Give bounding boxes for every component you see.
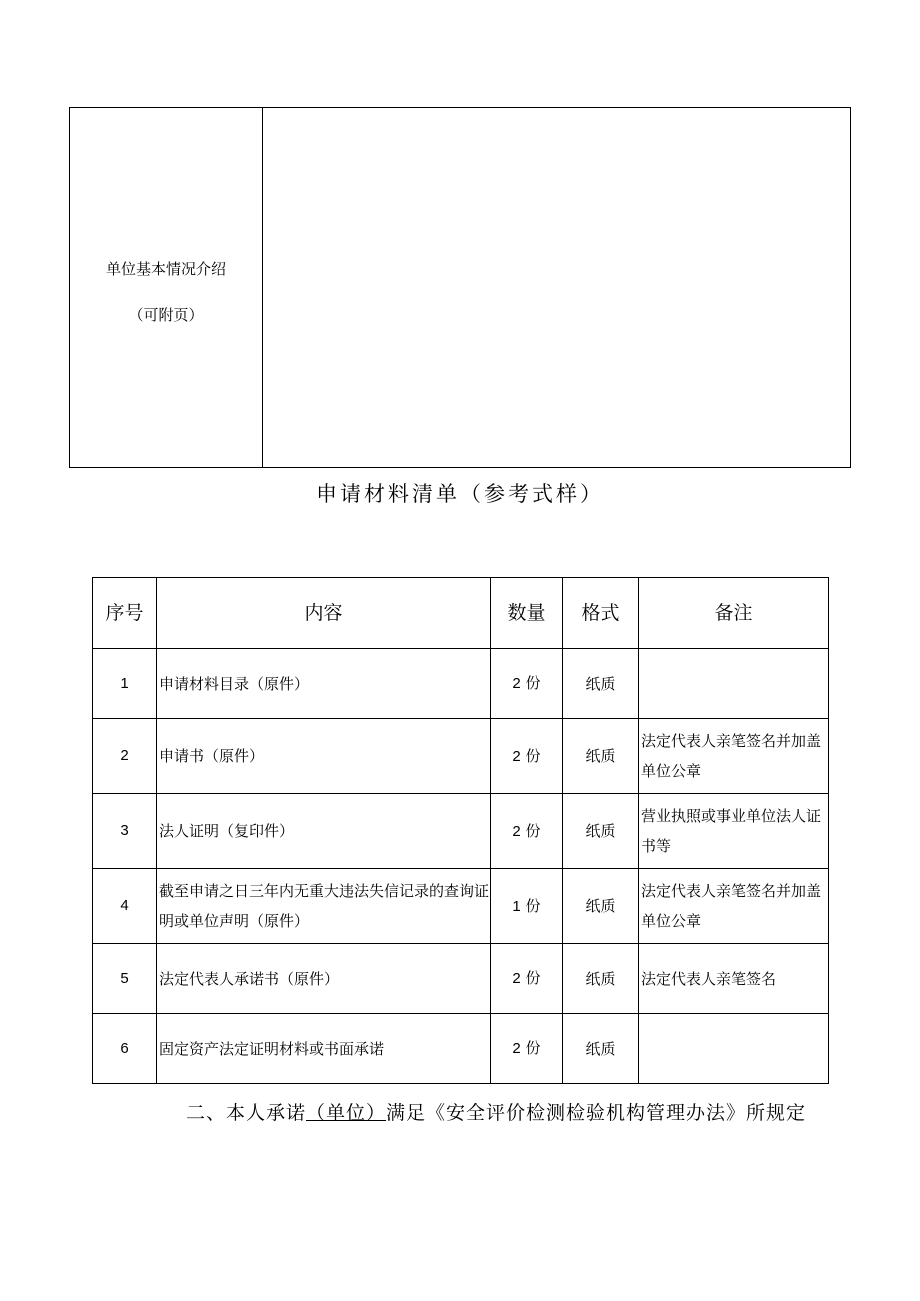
row-format: 纸质 bbox=[563, 944, 639, 1014]
row-content: 申请材料目录（原件） bbox=[157, 649, 491, 719]
qty-unit: 份 bbox=[525, 896, 541, 915]
row-note: 法定代表人亲笔签名并加盖单位公章 bbox=[639, 869, 829, 944]
row-content: 法定代表人承诺书（原件） bbox=[157, 944, 491, 1014]
row-format: 纸质 bbox=[563, 869, 639, 944]
row-no: 1 bbox=[93, 649, 157, 719]
row-note: 营业执照或事业单位法人证书等 bbox=[639, 794, 829, 869]
qty-number: 2 bbox=[512, 747, 521, 765]
table-row bbox=[93, 719, 829, 794]
row-no: 5 bbox=[93, 944, 157, 1014]
intro-label: 单位基本情况介绍 bbox=[105, 260, 226, 278]
row-no: 4 bbox=[93, 869, 157, 944]
row-no: 3 bbox=[93, 794, 157, 869]
qty-unit: 份 bbox=[525, 1039, 541, 1057]
row-format: 纸质 bbox=[563, 794, 639, 869]
row-no: 2 bbox=[93, 719, 157, 794]
header-qty: 数量 bbox=[491, 578, 563, 649]
intro-table bbox=[69, 107, 851, 468]
row-content: 法人证明（复印件） bbox=[157, 794, 491, 869]
table-header-row bbox=[93, 578, 829, 649]
intro-content-cell bbox=[263, 108, 850, 467]
row-note: 法定代表人亲笔签名并加盖单位公章 bbox=[639, 719, 829, 794]
header-note: 备注 bbox=[639, 578, 829, 649]
row-format: 纸质 bbox=[563, 649, 639, 719]
table-row bbox=[93, 649, 829, 719]
header-content: 内容 bbox=[157, 578, 491, 649]
row-note bbox=[639, 649, 829, 719]
table-row bbox=[93, 794, 829, 869]
qty-unit: 份 bbox=[525, 821, 541, 840]
materials-table bbox=[92, 577, 829, 1084]
qty-unit: 份 bbox=[525, 746, 541, 765]
qty-number: 2 bbox=[512, 822, 521, 840]
table-row bbox=[93, 1014, 829, 1084]
commitment-suffix: 满足《安全评价检测检验机构管理办法》所规定 bbox=[386, 1102, 807, 1124]
qty-number: 2 bbox=[512, 675, 521, 692]
list-title: 申请材料清单（参考式样） bbox=[316, 482, 604, 506]
row-note: 法定代表人亲笔签名 bbox=[639, 944, 829, 1014]
row-no: 6 bbox=[93, 1014, 157, 1084]
row-qty bbox=[491, 794, 563, 869]
row-content: 固定资产法定证明材料或书面承诺 bbox=[157, 1014, 491, 1084]
row-content: 申请书（原件） bbox=[157, 719, 491, 794]
qty-number: 1 bbox=[512, 897, 521, 915]
qty-unit: 份 bbox=[525, 674, 541, 692]
commitment-prefix: 二、本人承诺 bbox=[186, 1102, 307, 1124]
intro-label-note: （可附页） bbox=[128, 306, 204, 324]
table-row bbox=[93, 944, 829, 1014]
row-qty bbox=[491, 869, 563, 944]
row-format: 纸质 bbox=[563, 1014, 639, 1084]
intro-label-cell bbox=[70, 108, 263, 467]
qty-number: 2 bbox=[512, 970, 521, 987]
row-qty bbox=[491, 719, 563, 794]
table-row bbox=[93, 869, 829, 944]
row-content: 截至申请之日三年内无重大违法失信记录的查询证明或单位声明（原件） bbox=[157, 869, 491, 944]
row-qty bbox=[491, 649, 563, 719]
header-format: 格式 bbox=[563, 578, 639, 649]
qty-number: 2 bbox=[512, 1040, 521, 1057]
row-format: 纸质 bbox=[563, 719, 639, 794]
qty-unit: 份 bbox=[525, 969, 541, 987]
row-qty bbox=[491, 944, 563, 1014]
header-no: 序号 bbox=[93, 578, 157, 649]
commitment-line bbox=[186, 1098, 806, 1125]
commitment-blank: （单位） bbox=[306, 1102, 387, 1124]
row-note bbox=[639, 1014, 829, 1084]
row-qty bbox=[491, 1014, 563, 1084]
